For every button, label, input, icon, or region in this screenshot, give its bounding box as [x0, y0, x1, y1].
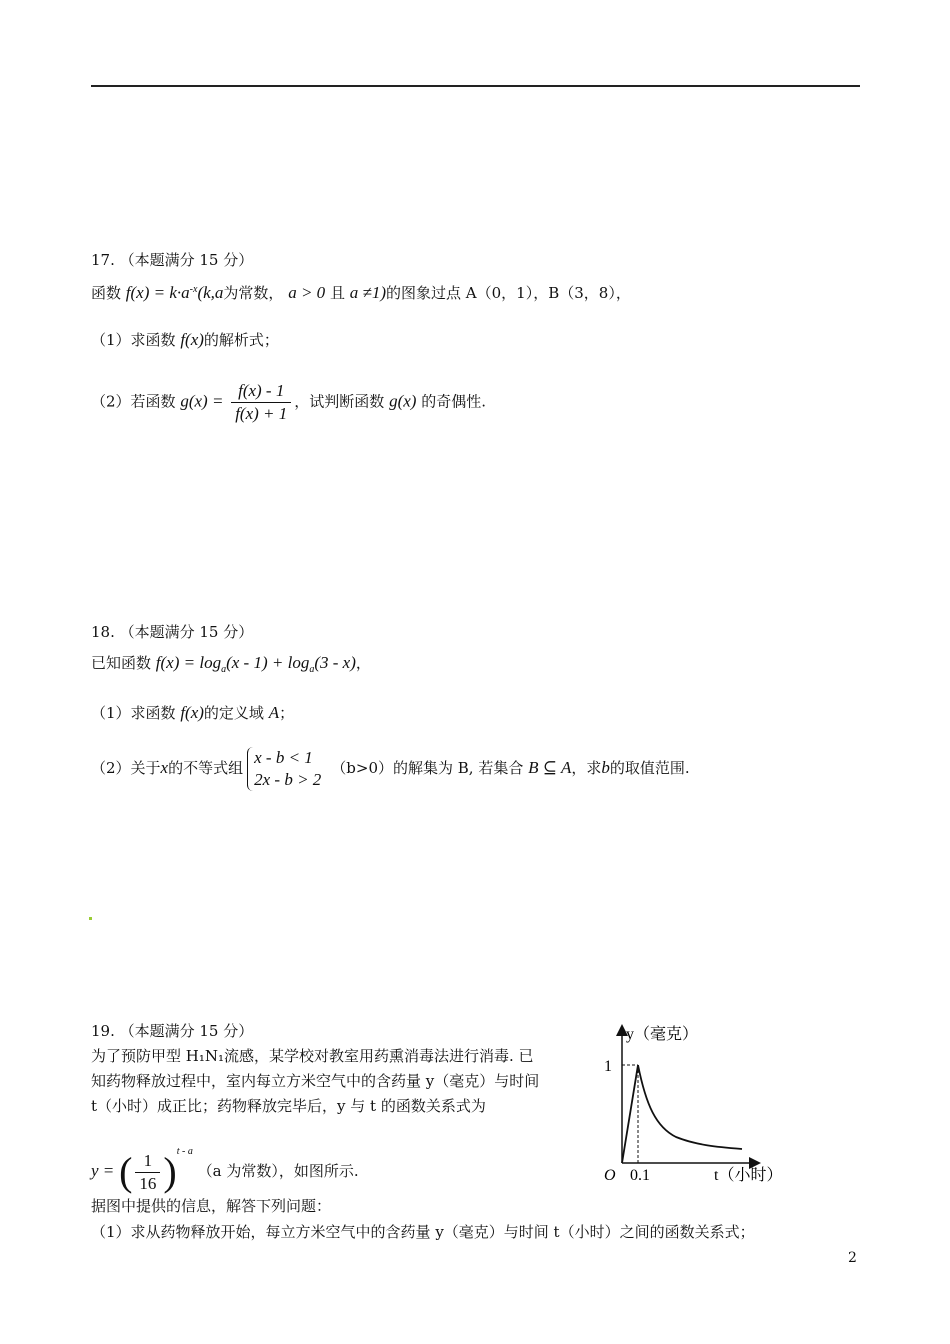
graph-xtick: 0.1 [630, 1167, 650, 1184]
q17-fraction: $\frac{f(x) - 1}{f(x) + 1}$ [231, 380, 291, 425]
decay-graph [596, 1015, 796, 1190]
q17-line3: （2）若函数 g(x) = $\frac{f(x) - 1}{f(x) + 1}$ ，试判断函数 g(x) 的奇偶性. [91, 381, 486, 423]
q19-fraction: $\frac{1}{16}$ [135, 1150, 160, 1195]
q18-line1: 已知函数 $f(x) = \log_a(x - 1) + \log_a(3 - x)$， [91, 653, 371, 675]
graph-ytick: 1 [604, 1058, 612, 1075]
q19-line5: 据图中提供的信息，解答下列问题： [91, 1197, 332, 1215]
q19-line1: 为了预防甲型 H₁N₁流感，某学校对教室用药熏消毒法进行消毒. 已 [91, 1047, 534, 1065]
q18-line2: （1）求函数 f(x)的定义域 A； [91, 703, 295, 722]
q17-line1: 函数 $f(x) = k\cdot a^{-x}(k,a$为常数， a > 0 且 a ≠1)的图象过点 A（0，1），B（3，8）， [91, 283, 631, 302]
graph-xlabel: t（小时） [714, 1167, 783, 1184]
q19-header: 19. （本题满分 15 分） [91, 1022, 254, 1040]
rise-segment [622, 1065, 638, 1163]
graph-ylabel: y（毫克） [626, 1026, 699, 1043]
q17-header: 17. （本题满分 15 分） [91, 251, 254, 269]
graph-origin: O [604, 1167, 616, 1184]
q19-line3: t（小时）成正比；药物释放完毕后，y 与 t 的函数关系式为 [91, 1097, 486, 1115]
q17-line2: （1）求函数 f(x)的解析式； [91, 330, 279, 349]
q19-line4: y = ( $\frac{1}{16}$ )$^{t - a}$ （a 为常数），如图所示. [91, 1146, 359, 1194]
q19-line6: （1）求从药物释放开始，每立方米空气中的含药量 y（毫克）与时间 t（小时）之间的函数关系式； [91, 1223, 755, 1241]
q19-line2: 知药物释放过程中，室内每立方米空气中的含药量 y（毫克）与时间 [91, 1072, 540, 1090]
page-number: 2 [848, 1250, 857, 1266]
q18-header: 18. （本题满分 15 分） [91, 623, 254, 641]
q18-line3: （2）关于x的不等式组 x - b < 1 2x - b > 2 （b>0）的解集为 B, 若集合 B ⊆ A，求b的取值范围. [91, 748, 690, 789]
stray-mark [89, 917, 92, 920]
decay-curve [638, 1065, 742, 1149]
header-rule [91, 85, 860, 87]
inequality-system: x - b < 1 2x - b > 2 [247, 747, 327, 791]
